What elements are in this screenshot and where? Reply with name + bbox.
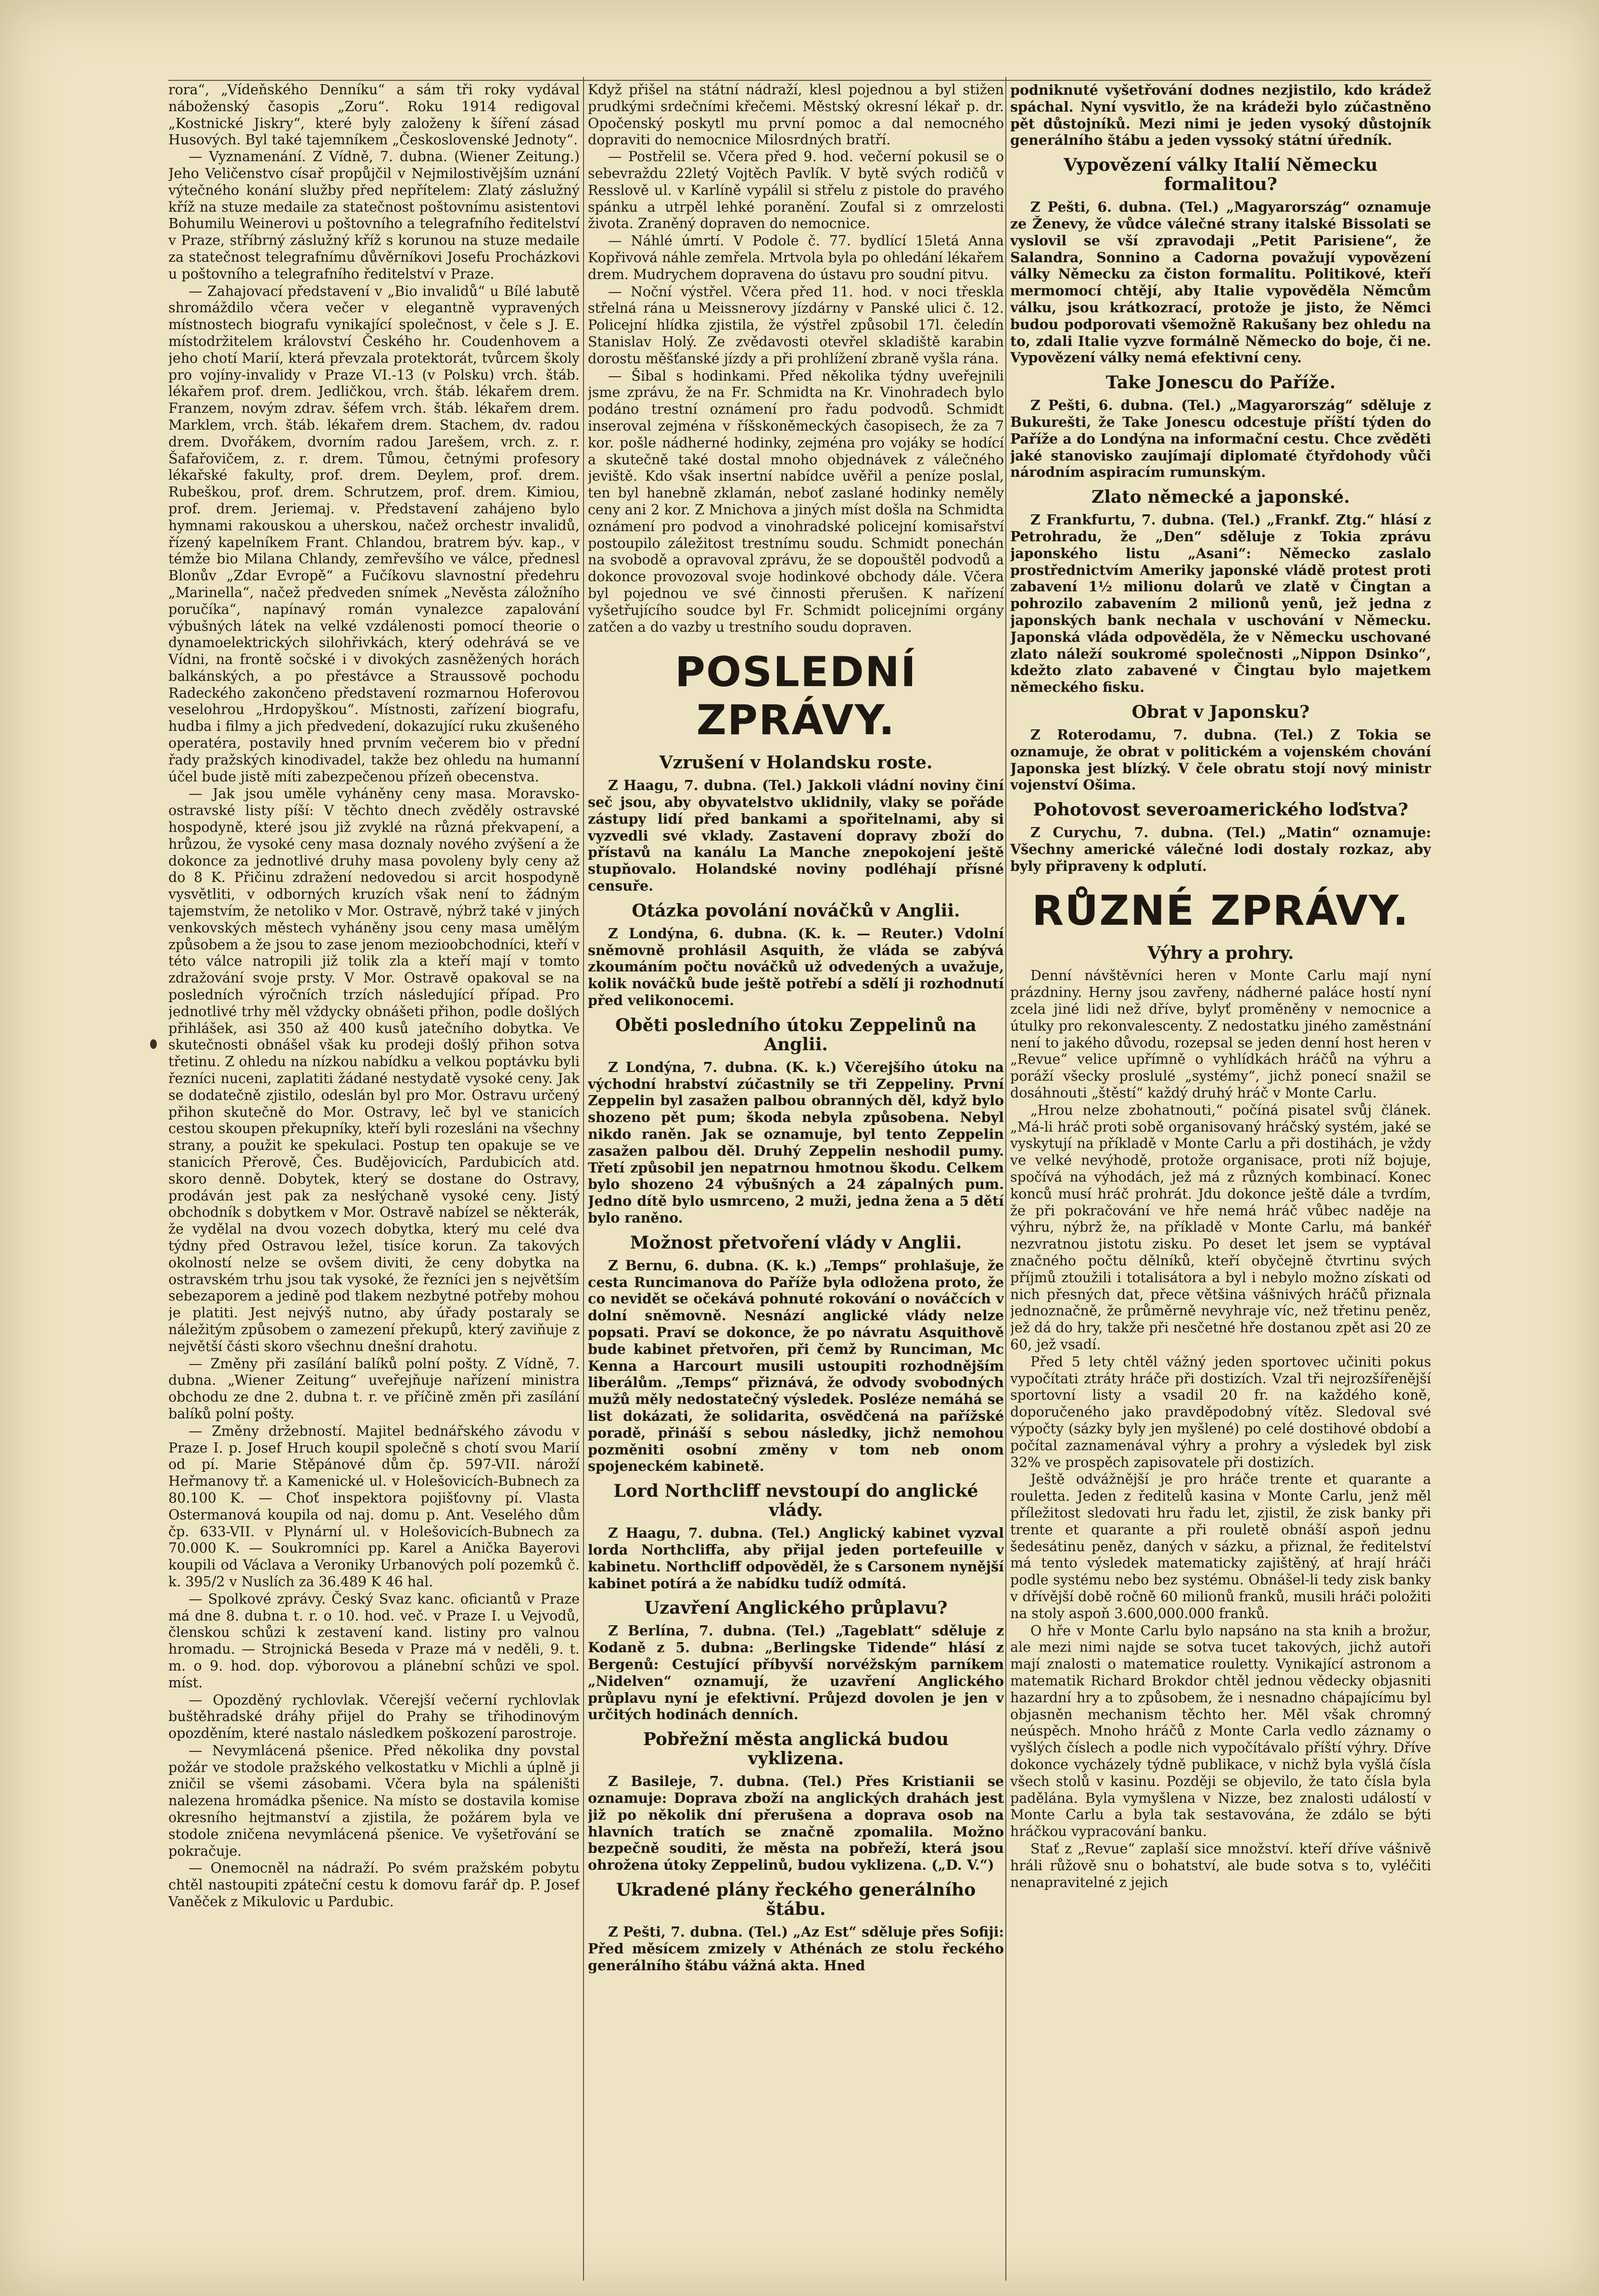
paragraph: — Noční výstřel. Včera před 11. hod. v noci třeskla střelná rána u Meissnerovy jízdárny v Panské ulici č. 12. Policejní hlídka zjistila, že výstřel způsobil 17l. čeledín Stanislav Holý. Ze zvědavosti otevřel skladiště karabin dorostu měšťanské jízdy a při prohlížení zbraně vyšla rána. <box>588 283 1004 367</box>
article-headline: Pohotovost severoamerického loďstva? <box>1033 800 1409 820</box>
paragraph: O hře v Monte Carlu bylo napsáno na sta knih a brožur, ale mezi nimi najde se sotva tucet takových, jichž autoři mají znalosti o matematice rouletty. Vynikající astronom a matematik Richard Brokdor chtěl jednou vědecky objasniti hazardní hry a to způsobem, že i nesnadno chápajícímu byl objasněn mechanism těchto her. Měl však chromný neúspěch. Mnoho hráčů z Monte Carla vedlo záznamy o vyšlých číslech a podle nich vypočítávalo příští výhry. Dříve dokonce vycházely týdně publikace, v nichž byla vyšlá čísla všech stolů v kasinu. Později se objevilo, že tato čísla byla padělána. Byla vymyšlena v Nizze, bez znalosti událostí v Monte Carlu a byla tak sestavována, že zdálo se býti hráčkou vypracování banku. <box>1010 1622 1431 1840</box>
article-headline: Zlato německé a japonské. <box>1091 487 1350 508</box>
paragraph: — Vyznamenání. Z Vídně, 7. dubna. (Wiener Zeitung.) Jeho Veličenstvo císař propůjčil v Nejmilostivějším uznání výtečného konání služby před nepřítelem: Zlatý záslužný kříž na stuze medaile za statečnost poštovnímu asistentovi Bohumilu Weinerovi u poštovního a telegrafního ředitelství v Praze, stříbrný záslužný kříž s korunou na stuze medaile za statečnost telegrafnímu důvěrníkovi Josefu Procházkovi u poštovního a telegrafního ředitelství v Praze. <box>168 149 580 282</box>
column-2-continuation <box>588 82 1004 636</box>
paragraph: Denní návštěvníci heren v Monte Carlu mají nyní prázdniny. Herny jsou zavřeny, nádherné paláce hostí nyní zcela jiné lidi než dříve, bylyť proměněny v nemocnice a útulky pro rekonvalescenty. Z nedostatku jiného zaměstnání není to jakého důvodu, rozepsal se jeden denní host heren v „Revue“ velice upřímně o vyhlídkách hráčů na výhru a poráží všecky proslulé „systémy“, jichž ponecí snažil se dosáhnouti „štěstí“ každý druhý hráč v Monte Carlu. <box>1010 968 1431 1101</box>
article-body: Z Pešti, 6. dubna. (Tel.) „Magyarország“ sděluje z Bukurešti, že Take Jonescu odcestuje příští týden do Paříže a do Londýna na informační cestu. Chce zvěděti jaké stanovisko zaujímají diplomaté čtyřdohody vůči národním aspiracím rumunským. <box>1010 397 1431 481</box>
article-body: Z Haagu, 7. dubna. (Tel.) Anglický kabinet vyzval lorda Northcliffa, aby přijal jeden portefeuille v kabinetu. Northcliff odpověděl, že s Carsonem nynější kabinet potírá a že nabídku tudíž odmítá. <box>588 1525 1004 1592</box>
paragraph: — Opozděný rychlovlak. Včerejší večerní rychlovlak buštěhradské dráhy přijel do Prahy se třihodinovým opozděním, které nastalo následkem poškození parostroje. <box>168 1692 580 1742</box>
article-body: Z Curychu, 7. dubna. (Tel.) „Matin“ oznamuje: Všechny americké válečné lodi dostaly rozkaz, aby byly připraveny k odplutí. <box>1010 824 1431 874</box>
paragraph: Když přišel na státní nádraží, klesl pojednou a byl stižen prudkými srdečními křečemi. Městský okresní lékař p. dr. Opočenský poskytl mu první pomoc a dal nemocného dopraviti do nemocnice Milosrdných bratří. <box>588 82 1004 148</box>
article-body: Z Londýna, 7. dubna. (K. k.) Včerejšího útoku na východní hrabství zúčastnily se tři Zeppeliny. První Zeppelin byl zasažen palbou obranných děl, když bylo shozeno pět pum; škoda nebyla způsobena. Nebyl nikdo raněn. Jak se oznamuje, byl tento Zeppelin zasažen palbou děl. Druhý Zeppelin neshodil pumy. Třetí způsobil jen nepatrnou hmotnou škodu. Celkem bylo shozeno 24 výbušných a 24 zápalných pum. Jedno dítě bylo usmrceno, 2 muži, jedna žena a 5 dětí bylo raněno. <box>588 1059 1004 1226</box>
article-headline: Ukradené plány řeckého generálního štábu. <box>616 1879 976 1919</box>
paragraph: rora“, „Vídeňského Denníku“ a sám tři roky vydával náboženský časopis „Zoru“. Roku 1914 redigoval „Kostnické Jiskry“, které byly založeny k šíření zásad Husových. Byl také tajemníkem „Československé Jednoty“. <box>168 82 580 148</box>
article-body: Z Pešti, 6. dubna. (Tel.) „Magyarország“ oznamuje ze Ženevy, že vůdce válečné strany italské Bissolati se vyslovil se vší zpravodaji „Petit Parisiene“, že Salandra, Sonnino a Cadorna považují vypovězení války Německu za čiston formalitu. Politikové, kteří mermomocí chtějí, aby Italie vypověděla Němcům válku, jsou krátkozrací, protože je jisto, že Němci budou podporovati všemožně Rakušany bez ohledu na to, zdali Italie vyzve formálně Německo do boje, či ne. Vypovězení války nemá efektivní ceny. <box>1010 199 1431 366</box>
article-headline: Vypovězení války Italií Německu formalitou? <box>1064 155 1378 195</box>
paragraph: „Hrou nelze zbohatnouti,“ počíná pisatel svůj článek. „Má-li hráč proti sobě organisovaný hráčský systém, jaké se vyskytují na příkladě v Monte Carlu a při dostihách, je vždy ve velké nevýhodě, protože organisace, proti níž bojuje, spočívá na výhodách, jež má z různých kombinací. Konec konců musí hráč prohrát. Jdu dokonce ještě dále a tvrdím, že při pokračování ve hře nemá hráč vůbec naděje na výhru, nýbrž že, na příkladě v Monte Carlu, má bankéř nezvratnou jistotu zisku. Po deset let jsem se vyptával značného počtu dělníků, kteří obyčejně čtvrtinu svých příjmů ztoužili i totalisátora a byl i nebylo možno získati od nich přesných dat, přece většina vášnivých hráčů přiznala jednoznačně, že průměrně nevyhraje víc, než třetinu peněz, jež dá do hry, takže při nesčetné hře dostanou zpět asi 20 ze 60, jež vsadí. <box>1010 1102 1431 1353</box>
column-3-articles <box>1010 155 1431 874</box>
column-3 <box>1010 82 1431 2276</box>
article-headline: Otázka povolání nováčků v Anglii. <box>632 900 960 921</box>
article-headline: Take Jonescu do Paříže. <box>1105 372 1336 393</box>
article-headline: Oběti posledního útoku Zeppelinů na Anglii. <box>615 1015 977 1055</box>
paragraph: — Onemocněl na nádraží. Po svém pražském pobytu chtěl nastoupiti zpáteční cestu k domovu farář dp. P. Josef Vaněček z Mikulovic u Pardubic. <box>168 1860 580 1910</box>
paragraph: Ještě odvážnější je pro hráče trente et quarante a rouletta. Jeden z ředitelů kasina v Monte Carlu, jenž měl příležitost sledovati hru řadu let, zjistil, že zisk banky při trente et quarante a při rouletě obnáší aspoň jednu šedesátinu peněz, daných v sázku, a přiznal, že ředitelství má tento výsledek matematicky zajištěný, ať hrají hráči podle systému nebo bez systému. Obnášel-li tedy zisk banky v dřívější době ročně 60 milionů franků, musili hráči položiti na stoly aspoň 3.600,000.000 franků. <box>1010 1471 1431 1621</box>
binding-hole <box>150 1039 157 1049</box>
article-body: Z Roterodamu, 7. dubna. (Tel.) Z Tokia se oznamuje, že obrat v politickém a vojenském chování Japonska jest blízký. V čele obratu stojí nový ministr vojenství Ošima. <box>1010 726 1431 793</box>
paragraph: — Náhlé úmrtí. V Podole č. 77. bydlící 15letá Anna Kopřivová náhle zemřela. Mrtvola byla po ohledání lékařem drem. Mudrychem dopravena do ústavu pro soudní pitvu. <box>588 233 1004 282</box>
article-headline: Pobřežní města anglická budou vyklizena. <box>643 1729 949 1769</box>
top-rule <box>168 80 1431 81</box>
article-body: Z Basileje, 7. dubna. (Tel.) Přes Kristianii se oznamuje: Doprava zboží na anglických drahách jest již po několik dní přerušena a doprava osob na hlavních tratích se značně zpomalila. Možno bezpečně souditi, že města na pobřeží, která jsou ohrožena útoky Zeppelinů, budou vyklizena. („D. V.“) <box>588 1773 1004 1874</box>
article-headline: Obrat v Japonsku? <box>1131 702 1310 722</box>
paragraph: — Postřelil se. Včera před 9. hod. večerní pokusil se o sebevraždu 22letý Vojtěch Pavlík. V bytě svých rodičů v Resslově ul. v Karlíně vypálil si střelu z pistole do pravého spánku a utrpěl lehké poranění. Zoufal si z omrzelosti života. Zraněný dopraven do nemocnice. <box>588 149 1004 232</box>
article-body: Z Pešti, 7. dubna. (Tel.) „Az Est“ sděluje přes Sofiji: Před měsícem zmizely v Athénách ze stolu řeckého generálního štábu vážná akta. Hned <box>588 1923 1004 1974</box>
paragraph: — Zahajovací představení v „Bio invalidů“ u Bílé labutě shromáždilo včera večer v elegantně vypravených místnostech biografu vynikající společnost, v čele s J. E. místodržitelem království Českého hr. Coudenhovem a jeho chotí Marií, která převzala protektorát, tvůrcem školy pro vojíny-invalidy v Praze VI.-13 (v Polsku) vrch. štáb. lékařem prof. drem. Jedličkou, vrch. štáb. lékařem drem. Franzem, novým zdrav. šéfem vrch. štáb. lékařem drem. Marklem, vrch. štáb. lékařem drem. Stachem, dv. radou drem. Dvořákem, dvorním radou Jarešem, vrch. z. r. Šafařovičem, z. r. drem. Tůmou, četnými profesory lékařské fakulty, prof. drem. Deylem, prof. drem. Rubeškou, prof. drem. Schrutzem, prof. drem. Kimiou, prof. drem. Jeriemaj. v. Představení zahájeno bylo hymnami rakouskou a uherskou, načež orchestr invalidů, řízený kapelníkem Frant. Chlandou, bratrem býv. kap., v témže bio Milana Chlandy, zemřevšího ve válce, přednesl Blonův „Zdar Evropě“ a Fučíkovu slavnostní předehru „Marinella“, načež předveden snímek „Nevěsta záložního poručíka“, napínavý román vynalezce zapalování výbušných látek na velké vzdálenosti pomocí theorie o dynamoelektrických silohřivkách, který odehrává se ve Vídni, na frontě sočské i v divokých zasněžených horách balkánských, a po přestávce a Straussově pochodu Radeckého zakončeno představení rozmarnou Hoferovou veselohrou „Hrdopyškou“. Místnosti, zařízení biografu, hudba i filmy a jich předvedení, dokazující ruku zkušeného operatéra, postavily hned prvním večerem bio v přední řady pražských kinodivadel, takže bez ohledu na humanní účel bude jistě míti zabezpečenou přízeň obecenstva. <box>168 283 580 785</box>
banner-posledni-zpravy: POSLEDNÍ ZPRÁVY. <box>675 648 917 745</box>
column-1 <box>168 82 580 2276</box>
article-body: Z Berlína, 7. dubna. (Tel.) „Tageblatt“ sděluje z Kodaně z 5. dubna: „Berlingske Tidende“ hlásí z Bergenů: Cestující příbyvší norvéžským parníkem „Nidelven“ oznamují, že uzavření Anglického průplavu nyní je efektivní. Průjezd dovolen je jen v určitých hodinách denních. <box>588 1622 1004 1723</box>
article-body: Z Bernu, 6. dubna. (K. k.) „Temps“ prohlašuje, že cesta Runcimanova do Paříže byla odložena proto, že co nevidět se očekává pohnuté rokování o nováčcích v dolní sněmovně. Nesnází anglické vlády nelze popsati. Praví se dokonce, že po návratu Asquithově bude kabinet přetvořen, při čemž by Runciman, Mc Kenna a Harcourt musili ustoupiti rozhodnějším liberálům. „Temps“ přiznává, že odvody svobodných mužů měly nedostatečný výsledek. Posléze nemáhá se list dokázati, že solidarita, osvědčená na pařížské poradě, přináší s sebou následky, jichž nemohou pozměniti osobní změny v tom neb onom spojeneckém kabinetě. <box>588 1257 1004 1475</box>
article-headline: Uzavření Anglického průplavu? <box>644 1598 948 1619</box>
feature-body <box>1010 968 1431 1891</box>
article-body: Z Londýna, 6. dubna. (K. k. — Reuter.) Vdolní sněmovně prohlásil Asquith, že vláda se zabývá zkoumáním počtu nováčků už odvedených a uvažuje, kolik nováčků bude ještě potřebí a sdělí ji rozhodnutí před velikonocemi. <box>588 925 1004 1009</box>
paragraph: — Spolkové zprávy. Český Svaz kanc. oficiantů v Praze má dne 8. dubna t. r. o 10. hod. več. v Praze I. u Vejvodů, členskou schůzi k zestavení kand. listiny pro valnou hromadu. — Strojnická Beseda v Praze má v neděli, 9. t. m. o 9. hod. dop. výborovou a plánební schůzi ve spol. míst. <box>168 1591 580 1691</box>
paragraph: — Změny držebností. Majitel bednářského závodu v Praze I. p. Josef Hruch koupil společně s chotí svou Marií od pí. Marie Stěpánové dům čp. 597-VII. nároží Heřmanovy tř. a Kamenické ul. v Holešovicích-Bubnech za 80.100 K. — Choť inspektora pojišťovny pí. Vlasta Ostermanová koupila od naj. domu p. Ant. Veselého dům čp. 633-VII. v Plynární ul. v Holešovicích-Bubnech za 70.000 K. — Soukromníci pp. Karel a Anička Bayerovi koupili od Václava a Veroniky Urbanových polí pozemků č. k. 395/2 v Nuslích za 36.489 K 46 hal. <box>168 1423 580 1590</box>
column-2 <box>588 82 1004 2276</box>
article-body: Z Frankfurtu, 7. dubna. (Tel.) „Frankf. Ztg.“ hlásí z Petrohradu, že „Den“ sděluje z Tokia zprávu japonského listu „Asani“: Německo zaslalo prostřednictvím Ameriky japonské vládě protest proti zabavení 1½ milionu dolarů ve zlatě v Čingtan a pohrozilo zabavením 2 milionů yenů, jež jedna z japonských bank nechala v uschování v Německu. Japonská vláda odpověděla, že v Německu uschované zlato náleží soukromé společnosti „Nippon Dsinko“, kdežto zlato zabavené v Čingtau bylo majetkem německého fisku. <box>1010 511 1431 696</box>
paragraph: podniknuté vyšetřování dodnes nezjistilo, kdo krádež spáchal. Nyní vysvitlo, že na krádeži bylo zúčastněno pět důstojníků. Mezi nimi je jeden vysoký důstojník generálního štábu a jeden vyssoký státní úředník. <box>1010 82 1431 149</box>
column-3-continuation <box>1010 82 1431 149</box>
latest-news-articles <box>588 753 1004 1974</box>
paragraph: Stať z „Revue“ zaplaší sice množství. kteří dříve vášnivě hráli růžově snu o bohatství, ale bude sotva s to, vyléčiti nenapravitelné z jejich <box>1010 1840 1431 1890</box>
article-headline: Vzrušení v Holandsku roste. <box>659 753 933 773</box>
paragraph: — Změny při zasílání balíků polní pošty. Z Vídně, 7. dubna. „Wiener Zeitung“ uveřejňuje nařízení ministra obchodu ze dne 2. dubna t. r. ve příčině změn při zasílání balíků polní pošty. <box>168 1355 580 1422</box>
feature-title: Výhry a prohry. <box>1147 943 1294 964</box>
paragraph: — Jak jsou uměle vyháněny ceny masa. Moravsko-ostravské listy píší: V těchto dnech zvěděly ostravské hospodyně, které jsou již zvyklé na různá překvapení, a hrůzou, že vysoké ceny masa doznaly nového zvýšení a že dokonce za jednotlivé druhy masa povoleny byly ceny až do 8 K. Přičinu zdražení nedovedou si arcit hospodyně vysvětliti, v odborných kruzích však není to žádným tajemstvím, že netoliko v Mor. Ostravě, nýbrž také v jiných venkovských městech vyháněny jsou ceny masa umělým způsobem a že jsou to zase jenom mezioobchodníci, kteří v této válce natropili již tolik zla a kteří mají v tomto zdražování svoje prsty. V Mor. Ostravě opakoval se na posledních výročních trzích následující případ. Pro jednotlivé trhy měl vždycky obnášeti přihon, podle došlých přihlášek, asi 350 až 400 kusů jatečního dobytka. Ve skutečnosti obnášel však ku prodeji došlý přihon sotva třetinu. Z ohledu na nízkou nabídku a velkou poptávku byli řezníci nuceni, zaplatiti žádané nestydatě vysoké ceny. Jak se dodatečně zjistilo, odeslán byl pro Mor. Ostravu určený přihon skutečně do Mor. Ostravy, leč byl ve stanicích cestou skoupen překupníky, kteří byli rozesláni na všechny strany, a použit ke spekulaci. Postup ten opakuje se ve stanicích Přerově, Čes. Budějovicích, Pardubicích atd. skoro denně. Dobytek, který se dostane do Ostravy, prodáván jest pak za nesłýchaně vysoké ceny. Jistý obchodník s dobytkem v Mor. Ostravě nabízel se některák, že vydělal na dvou vozech dobytka, který mu celé dva týdny před Ostravou ležel, tisíce korun. Za takových okolností nelze se ovšem diviti, že ceny dobytka na ostravském trhu jsou tak vysoké, že řezníci jen s největším sebezaporem a jedině pod tlakem nezbytné potřeby mohou je platiti. Jest nejvýš nutno, aby úřady postaraly se náležitým způsobem o zamezení překupů, který zaviňuje z největší části skoro všechnu dnešní drahotu. <box>168 786 580 1354</box>
paragraph: — Nevymlácená pšenice. Před několika dny povstal požár ve stodole pražského velkostatku v Michli a úplně ji zničil se všemi zásobami. Včera byla na spáleništi nalezena hromádka pšenice. Na místo se dostavila komise okresního hejtmanství a zjistila, že požárem byla ve stodole zničena nevymlácená pšenice. Ve vyšetřování se pokračuje. <box>168 1742 580 1859</box>
banner-ruzne-zpravy: RŮZNÉ ZPRÁVY. <box>1032 887 1409 935</box>
article-body: Z Haagu, 7. dubna. (Tel.) Jakkoli vládní noviny činí seč jsou, aby obyvatelstvo uklidnily, vlaky se pořáde zástupy lidí před bankami a spořitelnami, aby si vyzvedli své vklady. Zastavení dopravy zboží do přístavů na kanálu La Manche znepokojení ještě stupňovalo. Holandské noviny podléhají přísné censuře. <box>588 777 1004 894</box>
column-rule <box>1005 77 1006 2281</box>
paragraph: Před 5 lety chtěl vážný jeden sportovec učiniti pokus vypočítati ztráty hráče při dostizích. Vzal tři nejrozšířenější sportovní listy a vsadil 20 fr. na každého koně, doporučeného jako pravděpodobný vítěz. Sledoval své výpočty (sázky byly jen myšlené) po celé dostihové období a počítal zaznamenával výhry a prohry a výsledek byl zisk 32% ve prospěch zapisovatele při dostizích. <box>1010 1353 1431 1470</box>
article-headline: Lord Northcliff nevstoupí do anglické vlády. <box>613 1481 978 1521</box>
column-rule <box>583 77 584 2281</box>
article-headline: Možnost přetvoření vlády v Anglii. <box>630 1232 962 1253</box>
paragraph: — Šibal s hodinkami. Před několika týdny uveřejnili jsme zprávu, že na Fr. Schmidta na Kr. Vinohradech bylo podáno trestní oznámení pro řadu podvodů. Schmidt inseroval zejména v říšskoněmeckých časopisech, že za 7 kor. pošle nádherné hodinky, zejména pro vojáky se hodící a skutečně také dostal mnoho objednávek z válečného jeviště. Kdo však insertní nabídce uvěřil a peníze poslal, ten byl hanebně zklamán, neboť zaslané hodinky neměly ceny ani 2 kor. Z Mnichova a jiných míst došla na Schmidta oznámení pro podvod a vinohradské policejní komisařství postoupilo záležitost trestnímu soudu. Schmidt ponechán na svobodě a opravoval zprávu, že se dopouštěl podvodů a dokonce provozoval svoje hodinkové obchody dále. Včera byl pojednou ve své činnosti přerušen. K nařízení vyšetřujícího soudce byl Fr. Schmidt policejními orgány zatčen a do vazby u trestního soudu dopraven. <box>588 368 1004 635</box>
